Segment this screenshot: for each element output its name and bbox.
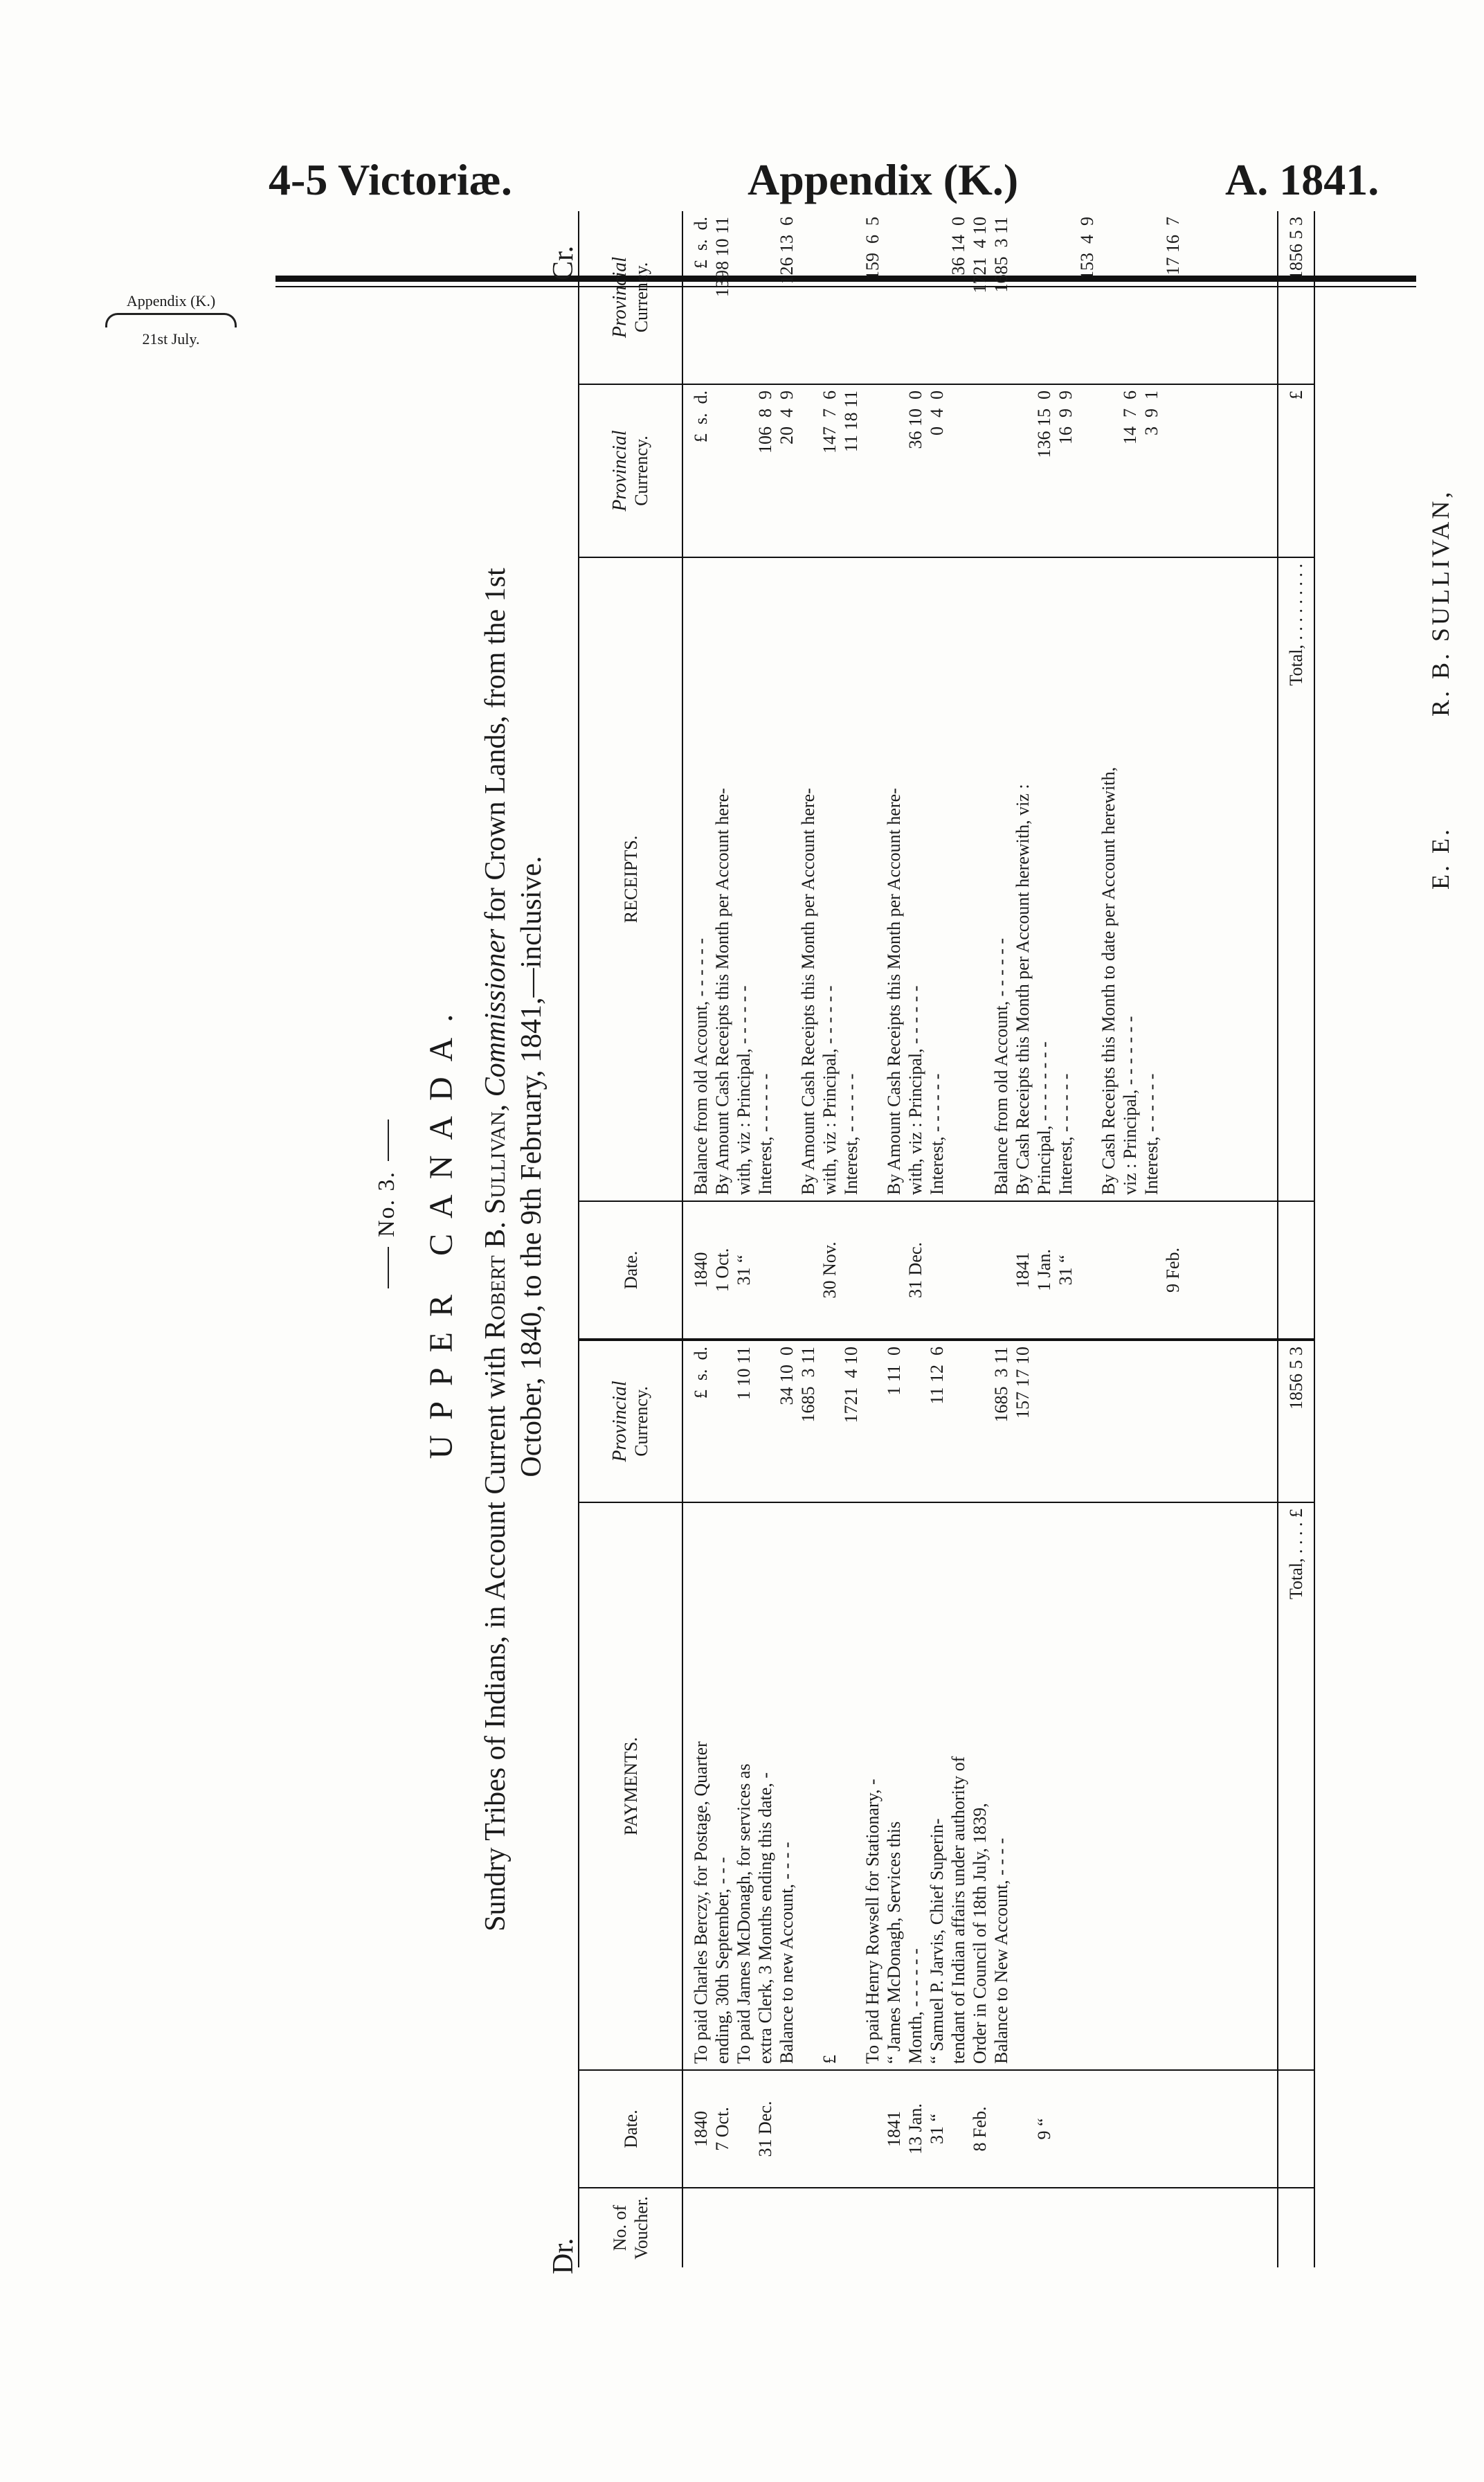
document-title [478,211,579,2288]
ledger-line: 36 10 0 [905,390,925,449]
title-part-a: Sundry Tribes of Indians, in Account Current with [480,1339,512,1932]
ledger-line [754,1347,776,1496]
ledger-line: 14 7 6 [1120,390,1140,444]
ledger-line [926,1207,948,1333]
ledger-line: 8 Feb. [970,2106,990,2152]
margin-note [98,292,244,348]
ledger-line: 0 4 0 [927,390,947,435]
ledger-line [905,217,926,378]
ledger-line [1012,217,1033,378]
signature-name: R. B. SULLIVAN, [1427,489,1454,717]
ledger-line: 1721 4 10 [841,1347,861,1423]
payment-amounts [682,1340,1278,1502]
totals-row [1278,211,1314,2267]
ledger-line: tendant of Indian affairs under authority of [948,1756,968,2064]
ledger-line [776,564,797,1195]
col-date-payments: Date. [579,2070,682,2188]
ledger-line [797,2076,819,2182]
ledger-line [905,1347,926,1496]
ledger-line [1119,217,1141,378]
ledger-line: 1685 3 11 [798,1347,818,1423]
col-label-provincial-2: Provincial [609,430,631,512]
ledger-line [1119,1207,1141,1333]
ledger-line [1076,1207,1098,1333]
ledger-line: 20 4 9 [777,390,797,444]
ledger-line: 1 10 11 [734,1347,754,1401]
ledger-line: extra Clerk, 3 Months ending this date, - [755,1772,775,2064]
ledger-line [1076,564,1098,1195]
ledger-line [1055,217,1076,378]
ledger-line: 17 16 7 [1163,217,1183,276]
header-session: 4-5 Victoriæ. [269,155,512,204]
title-line-2: October, 1840, to the 9th February, 1841,—inclusive. [516,856,548,1477]
ledger-line [883,390,905,551]
col-label-currency: Currency. [631,1386,651,1457]
ledger-line [948,1207,969,1333]
col-receipts: RECEIPTS. [579,557,682,1201]
ledger-line: 1721 4 10 [970,217,990,294]
col-label-provincial-3: Provincial [609,256,631,339]
ledger-line [712,1347,733,1496]
ledger-line: 34 10 0 [777,1347,797,1405]
ledger-line [948,564,969,1195]
header-appendix: Appendix (K.) [748,155,1019,204]
ledger-line: 13 Jan. [905,2103,925,2155]
title-part-b: for Crown Lands, from the 1st [480,568,512,922]
col-label-currency-2: Currency. [631,435,651,506]
ledger-line: 31 “ [1056,1255,1076,1286]
ledger-line: 31 “ [927,2113,947,2145]
ledger-line: ending, 30th September, - - - [712,1857,732,2064]
ledger-line: 1841 [884,2111,904,2147]
ledger-line [776,2076,797,2182]
ledger-line [1141,1207,1162,1333]
ledger-line [969,390,990,551]
ledger-line: 31 Dec. [755,2101,775,2157]
ledger-line: 31 “ [734,1255,754,1286]
ledger-line [797,390,819,551]
ledger-line: 159 6 5 [862,217,883,280]
account-table [578,211,1315,2267]
ledger-line [840,217,862,378]
col-receipts-sub-currency [579,384,682,557]
rotated-document [374,211,1481,2288]
ledger-line [948,390,969,551]
col-date-receipts: Date. [579,1201,682,1340]
ledger-line [776,1207,797,1333]
ledger-line: Balance to new Account, - - - - [777,1842,797,2064]
ledger-line [712,390,733,551]
col-label-provincial: Provincial [609,1381,631,1462]
totals-date [1278,2070,1314,2188]
ledger-line: 157 17 10 [1013,1347,1033,1419]
ledger-line: By Amount Cash Receipts this Month per Account here- [712,788,732,1195]
signature-initials: E. E. [1427,827,1454,890]
ledger-line [754,217,776,378]
ledger-line: 106 8 9 [755,390,775,453]
ledger-line: 1840 [691,1252,711,1288]
ledger-line [797,217,819,378]
ledger-line: Interest, - - - - - - [1141,1073,1161,1195]
ledger-line: £ [820,2055,840,2064]
ledger-line: Month, - - - - - - [905,1948,925,2064]
ledger-line: Interest, - - - - - - [755,1073,775,1195]
ledger-line: 31 Dec. [905,1242,925,1298]
col-label-currency-3: Currency. [631,262,651,333]
ledger-line [926,217,948,378]
ledger-line: 36 14 0 [948,217,968,276]
ledger-line [969,564,990,1195]
ledger-line: 30 Nov. [820,1241,840,1299]
col-payments: PAYMENTS. [579,1502,682,2070]
ledger-line: 1685 3 11 [991,217,1011,293]
ledger-line: with, viz : Principal, - - - - - - [734,985,754,1195]
payments-total: 1856 5 3 [1278,1340,1314,1502]
ledger-line [948,2076,969,2182]
ledger-line: 1 11 0 [884,1347,904,1396]
ledger-line [797,1207,819,1333]
ledger-line [1098,390,1119,551]
ledger-line: To paid James McDonagh, for services as [734,1763,754,2064]
ledger-line: 136 15 0 [1034,390,1054,458]
ledger-line: 16 9 9 [1056,390,1076,444]
ledger-line: 153 4 9 [1077,217,1097,280]
ledger-line: £ s. d. [691,217,711,269]
ledger-line: £ s. d. [691,1347,711,1399]
ledger-line: To paid Henry Rowsell for Stationary, - [862,1779,883,2064]
ledger-line [733,390,754,551]
document-number: No. 3. [374,1110,400,1298]
ledger-line [990,2076,1012,2182]
ledger-line [969,1347,990,1496]
col-payments-currency [579,1340,682,1502]
ledger-line [862,2076,883,2182]
debit-marker: Dr. [548,2238,579,2274]
ledger-line [1012,2076,1033,2182]
ledger-line: 1840 [691,2111,711,2147]
ledger-body-row [682,211,1278,2267]
payments-total-label: Total, . . . . £ [1278,1502,1314,2070]
title-line-1 [478,211,514,2288]
ledger-line [1076,390,1098,551]
ledger-line [840,1207,862,1333]
ledger-line [883,217,905,378]
ledger-line [819,1347,840,1496]
ledger-line [733,217,754,378]
ledger-line [797,1509,819,2064]
ledger-line: 11 12 6 [927,1347,947,1405]
ledger-line: 1685 3 11 [991,1347,1011,1423]
ledger-line: 126 13 6 [777,217,797,285]
ledger-line: Interest, - - - - - - [1056,1073,1076,1195]
ledger-line [840,1509,862,2064]
ledger-line: By Cash Receipts this Month to date per Account herewith, [1098,766,1119,1195]
ledger-line: Interest, - - - - - - [927,1073,947,1195]
ledger-line: 9 “ [1034,2118,1054,2140]
ledger-line: 7 Oct. [712,2107,732,2151]
ledger-line: viz : Principal, - - - - - - - [1120,1016,1140,1195]
title-name: Robert B. Sullivan, [480,1104,512,1340]
ledger-line: Interest, - - - - - - [841,1073,861,1195]
ledger-line: with, viz : Principal, - - - - - - [820,985,840,1195]
header-year: A. 1841. [1225,155,1379,204]
ledger-line: Principal, - - - - - - - - [1034,1041,1054,1195]
ledger-line: “ Samuel P. Jarvis, Chief Superin- [927,1818,947,2064]
ledger-line [948,1347,969,1496]
ledger-line: 147 7 6 [820,390,840,453]
ledger-line: 3 9 1 [1141,390,1161,435]
ledger-line: Order in Council of 18th July, 1839, [970,1803,990,2064]
title-role: Commissioner [480,921,512,1104]
ledger-line [1098,1207,1119,1333]
ledger-line [990,1207,1012,1333]
receipt-dates [682,1201,1278,1340]
credit-marker: Cr. [548,245,579,280]
ledger-line: 1 Jan. [1034,1249,1054,1291]
ledger-line: To paid Charles Berczy, for Postage, Quarter [691,1741,711,2064]
receipts-total-label: Total, . . . . . . . . . [1278,557,1314,1201]
ledger-line: By Amount Cash Receipts this Month per Account here- [884,788,904,1195]
totals-receipt-date [1278,1201,1314,1340]
ledger-line [1033,217,1055,378]
ledger-line: 1 Oct. [712,1248,732,1293]
ledger-line [733,2076,754,2182]
ledger-line: By Cash Receipts this Month per Account herewith, viz : [1013,784,1033,1195]
ledger-line: 11 18 11 [841,390,861,453]
ledger-line [840,2076,862,2182]
margin-note-date: 21st July. [142,330,200,348]
ledger-line [862,564,883,1195]
receipt-amounts [682,211,1278,384]
ledger-line [819,2076,840,2182]
col-voucher: No. of Voucher. [579,2188,682,2267]
ledger-line [1012,390,1033,551]
ledger-line: 1841 [1013,1252,1033,1288]
ledger-line [862,390,883,551]
brace-mark [105,313,237,327]
receipt-sub-amounts [682,384,1278,557]
ledger-line: Balance to New Account, - - - - [991,1837,1011,2064]
payment-entries [682,1502,1278,2070]
payment-dates [682,2070,1278,2188]
ledger-line [754,1207,776,1333]
ledger-line: “ James McDonagh, Services this [884,1821,904,2064]
ledger-line: 9 Feb. [1163,1248,1183,1293]
table-header-row [579,211,682,2267]
ledger-line [819,217,840,378]
col-receipts-currency [579,211,682,384]
ledger-line: £ s. d. [691,390,711,443]
ledger-line: Balance from old Account, - - - - - - [991,937,1011,1195]
ledger-line [990,390,1012,551]
ledger-line [969,1207,990,1333]
receipts-total-sub: £ [1278,384,1314,557]
ledger-line: 1398 10 11 [712,217,732,298]
document-region: UPPER CANADA. [423,998,460,1459]
totals-voucher [1278,2188,1314,2267]
ledger-line [862,1347,883,1496]
voucher-cell [682,2188,1278,2267]
ledger-line [1098,217,1119,378]
ledger-line: with, viz : Principal, - - - - - - [905,985,925,1195]
receipt-entries [682,557,1278,1201]
ledger-line [862,1207,883,1333]
ledger-line [1141,217,1162,378]
receipts-total: 1856 5 3 [1278,211,1314,384]
margin-note-appendix: Appendix (K.) [126,292,216,309]
ledger-line: By Amount Cash Receipts this Month per Account here- [798,788,818,1195]
ledger-line: Balance from old Account, - - - - - - [691,937,711,1195]
ledger-line [883,1207,905,1333]
